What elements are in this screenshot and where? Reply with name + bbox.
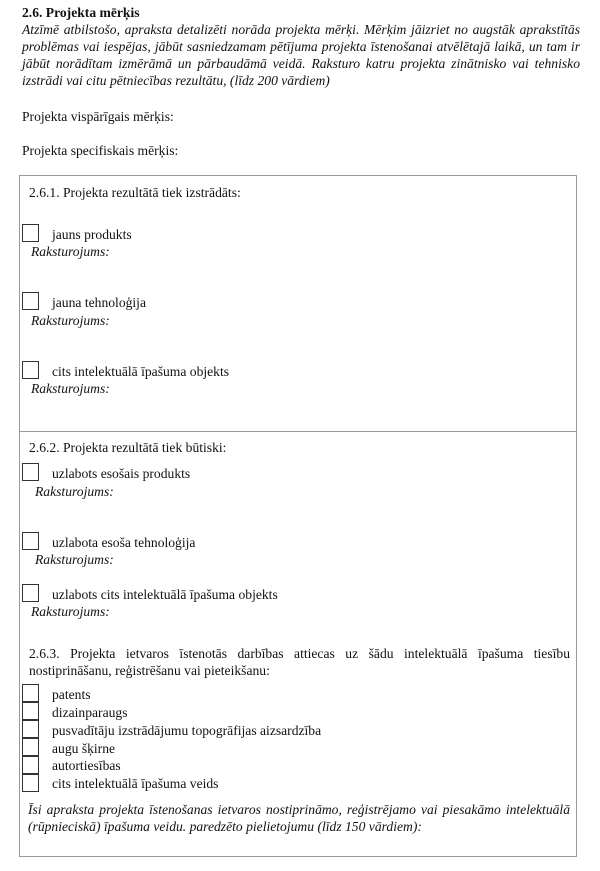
checkbox-other-ip-type[interactable] xyxy=(22,774,39,792)
checkbox-new-technology[interactable] xyxy=(22,292,39,310)
option-copyright: autortiesības xyxy=(52,758,121,773)
option-new-technology: jauna tehnoloģija xyxy=(52,295,146,310)
option-other-ip-type: cits intelektuālā īpašuma veids xyxy=(52,776,219,791)
option-new-product: jauns produkts xyxy=(52,227,132,242)
option-improved-product: uzlabots esošais produkts xyxy=(52,466,191,481)
checkbox-plant-variety[interactable] xyxy=(22,738,39,756)
option-improved-ip-object: uzlabots cits intelektuālā īpašuma objekts xyxy=(52,587,278,602)
description-label-new-technology: Raksturojums: xyxy=(31,313,110,328)
checkbox-patent[interactable] xyxy=(22,684,39,702)
ip-description-instructions: Īsi apraksta projekta īstenošanas ietvaros nostiprināmo, reģistrējamo vai piesakāmo intelektuālā (rūpnieciskā) īpašuma veidu. paredzēto pielietojumu (līdz 150 vārdiem): xyxy=(28,802,570,834)
checkbox-improved-technology[interactable] xyxy=(22,532,39,550)
option-design: dizainparaugs xyxy=(52,705,128,720)
specific-goal-label: Projekta specifiskais mērķis: xyxy=(22,143,179,158)
description-label-other-ip-object: Raksturojums: xyxy=(31,381,110,396)
option-other-ip-object: cits intelektuālā īpašuma objekts xyxy=(52,364,230,379)
checkbox-copyright[interactable] xyxy=(22,756,39,774)
option-patent: patents xyxy=(52,687,91,702)
section-instructions: Atzīmē atbilstošo, apraksta detalizēti norāda projekta mērķi. Mērķim jāizriet no augstāk aprakstītās problēmas vai iespējas, jābūt sasniedzamam pētījuma projekta īstenošanai atvēlētajā laikā, un tam ir jābūt norādītam izmērāmā un pārbaudāmā veidā. Raksturo katru projekta zinātnisko vai tehnisko izstrādi vai citu pētniecības rezultātu, (līdz 200 vārdiem) xyxy=(22,22,580,88)
section-title: 2.6. Projekta mērķis xyxy=(22,5,140,20)
block3-heading: 2.6.3. Projekta ietvaros īstenotās darbības attiecas uz šādu intelektuālā īpašuma tiesību nostiprināšanu, reģistrēšanu vai pieteikšanu: xyxy=(29,646,570,678)
block2-heading: 2.6.2. Projekta rezultātā tiek būtiski: xyxy=(29,440,227,455)
description-label-improved-ip-object: Raksturojums: xyxy=(31,604,110,619)
checkbox-improved-product[interactable] xyxy=(22,463,39,481)
general-goal-label: Projekta vispārīgais mērķis: xyxy=(22,109,174,124)
checkbox-other-ip-object[interactable] xyxy=(22,361,39,379)
checkbox-design[interactable] xyxy=(22,702,39,720)
description-label-new-product: Raksturojums: xyxy=(31,244,110,259)
block-divider xyxy=(19,431,577,432)
checkbox-semiconductor-topography[interactable] xyxy=(22,720,39,738)
option-improved-technology: uzlabota esoša tehnoloģija xyxy=(52,535,196,550)
description-label-improved-product: Raksturojums: xyxy=(35,484,114,499)
option-plant-variety: augu šķirne xyxy=(52,741,116,756)
checkbox-new-product[interactable] xyxy=(22,224,39,242)
description-label-improved-technology: Raksturojums: xyxy=(35,552,114,567)
checkbox-improved-ip-object[interactable] xyxy=(22,584,39,602)
block1-heading: 2.6.1. Projekta rezultātā tiek izstrādāts: xyxy=(29,185,241,200)
option-semiconductor-topography: pusvadītāju izstrādājumu topogrāfijas aizsardzība xyxy=(52,723,322,738)
